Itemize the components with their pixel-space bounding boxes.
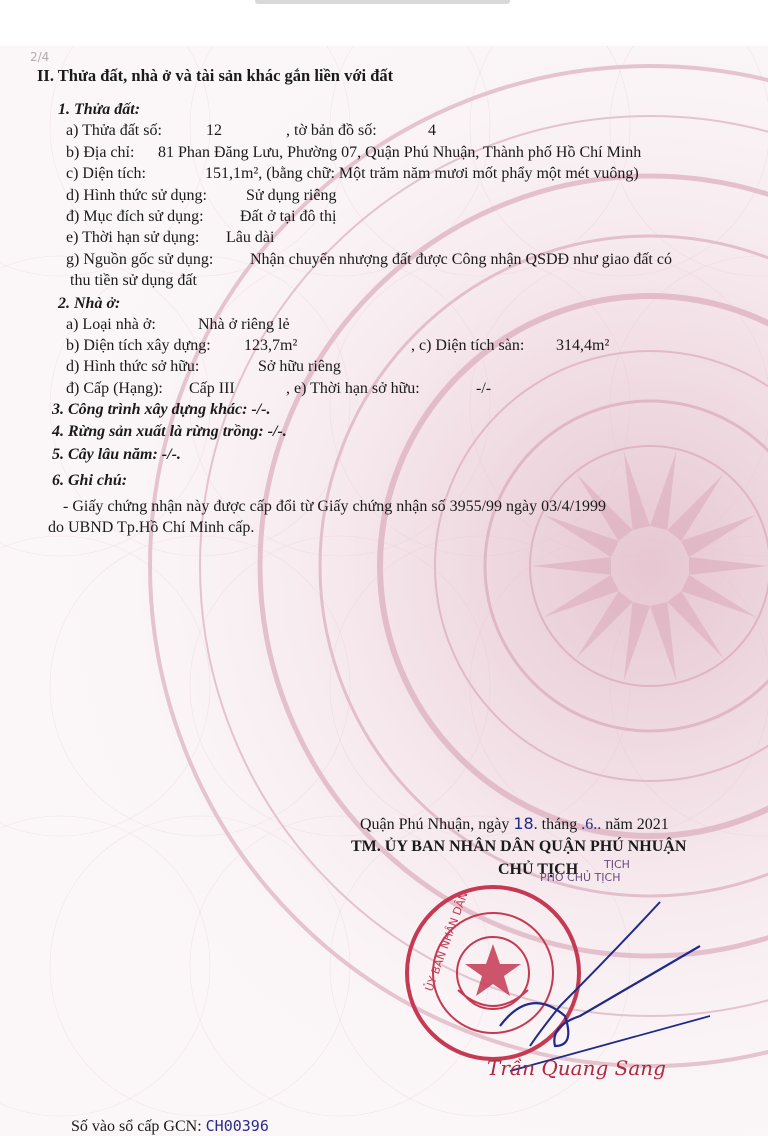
- svg-text:ỦY BAN NHÂN DÂN: ỦY BAN NHÂN DÂN: [422, 890, 471, 994]
- parcel-label: a) Thửa đất số:: [66, 122, 162, 139]
- handle-bar: [255, 0, 510, 4]
- stamp-overprint-1: TỊCH: [604, 858, 630, 871]
- house-heading: 2. Nhà ở:: [58, 295, 121, 312]
- top-strip: [0, 0, 768, 46]
- registry-line: [71, 1116, 269, 1136]
- term-value: Lâu dài: [226, 229, 275, 246]
- notes-heading: 6. Ghi chú:: [52, 472, 128, 489]
- ownership-label: d) Hình thức sở hữu:: [66, 358, 200, 375]
- origin-line-2: thu tiền sử dụng đất: [70, 272, 197, 289]
- page-number: 2/4: [30, 50, 50, 64]
- year-label: năm 2021: [605, 816, 669, 833]
- purpose-label: đ) Mục đích sử dụng:: [66, 208, 204, 225]
- place-date-prefix: Quận Phú Nhuận, ngày: [360, 816, 510, 833]
- grade-label: đ) Cấp (Hạng):: [66, 380, 163, 397]
- registry-label: Số vào sổ cấp GCN:: [71, 1118, 202, 1135]
- other-works: 3. Công trình xây dựng khác: -/-.: [52, 401, 271, 418]
- term-label: e) Thời hạn sử dụng:: [66, 229, 200, 246]
- perennial-line: 5. Cây lâu năm: -/-.: [52, 446, 181, 463]
- floor-area-value: 314,4m²: [556, 337, 610, 354]
- floor-area-label: , c) Diện tích sàn:: [411, 337, 525, 354]
- use-form-label: d) Hình thức sử dụng:: [66, 187, 207, 204]
- grade-value: Cấp III: [189, 380, 235, 397]
- own-term-value: -/-: [476, 380, 492, 397]
- ownership-value: Sở hữu riêng: [258, 358, 341, 375]
- parcel-number: 12: [206, 122, 222, 139]
- map-label: , tờ bản đồ số:: [286, 122, 377, 139]
- notes-line-1: - Giấy chứng nhận này được cấp đổi từ Giấy chứng nhận số 3955/99 ngày 03/4/1999: [63, 498, 607, 515]
- build-area-value: 123,7m²: [244, 337, 298, 354]
- address-label: b) Địa chỉ:: [66, 144, 135, 161]
- land-heading: 1. Thửa đất:: [58, 101, 141, 118]
- sign-month: .6..: [581, 816, 602, 833]
- notes-line-2: do UBND Tp.Hồ Chí Minh cấp.: [48, 519, 255, 536]
- purpose-value: Đất ở tại đô thị: [240, 208, 337, 225]
- sign-day: 18: [513, 814, 534, 833]
- area-value: 151,1m², (bằng chữ: Một trăm năm mươi mốt phẩy một mét vuông): [205, 165, 639, 182]
- use-form-value: Sử dụng riêng: [246, 187, 337, 204]
- place-date: [360, 814, 669, 835]
- forest-line: 4. Rừng sản xuất là rừng trồng: -/-.: [52, 423, 287, 440]
- build-area-label: b) Diện tích xây dựng:: [66, 337, 211, 354]
- house-type-value: Nhà ở riêng lẻ: [198, 316, 290, 333]
- section-title: II. Thửa đất, nhà ở và tài sản khác gắn liền với đất: [37, 66, 394, 85]
- map-number: 4: [428, 122, 436, 139]
- house-type-label: a) Loại nhà ở:: [66, 316, 156, 333]
- registry-value: CH00396: [205, 1117, 269, 1135]
- address-value: 81 Phan Đăng Lưu, Phường 07, Quận Phú Nhuận, Thành phố Hồ Chí Minh: [158, 144, 642, 161]
- own-term-label: , e) Thời hạn sở hữu:: [286, 380, 420, 397]
- authority: TM. ỦY BAN NHÂN DÂN QUẬN PHÚ NHUẬN: [351, 838, 687, 855]
- signer-title: CHỦ TỊCH: [498, 861, 579, 878]
- certificate-page: [0, 46, 768, 1136]
- origin-label: g) Nguồn gốc sử dụng:: [66, 251, 214, 268]
- origin-line-1: Nhận chuyển nhượng đất được Công nhận QSDĐ như giao đất có: [250, 251, 672, 268]
- signer-name: Trần Quang Sang: [487, 1056, 666, 1080]
- area-label: c) Diện tích:: [66, 165, 146, 182]
- month-label: . tháng: [533, 816, 578, 833]
- stamp-overprint-2: PHÓ CHỦ TỊCH: [540, 871, 621, 884]
